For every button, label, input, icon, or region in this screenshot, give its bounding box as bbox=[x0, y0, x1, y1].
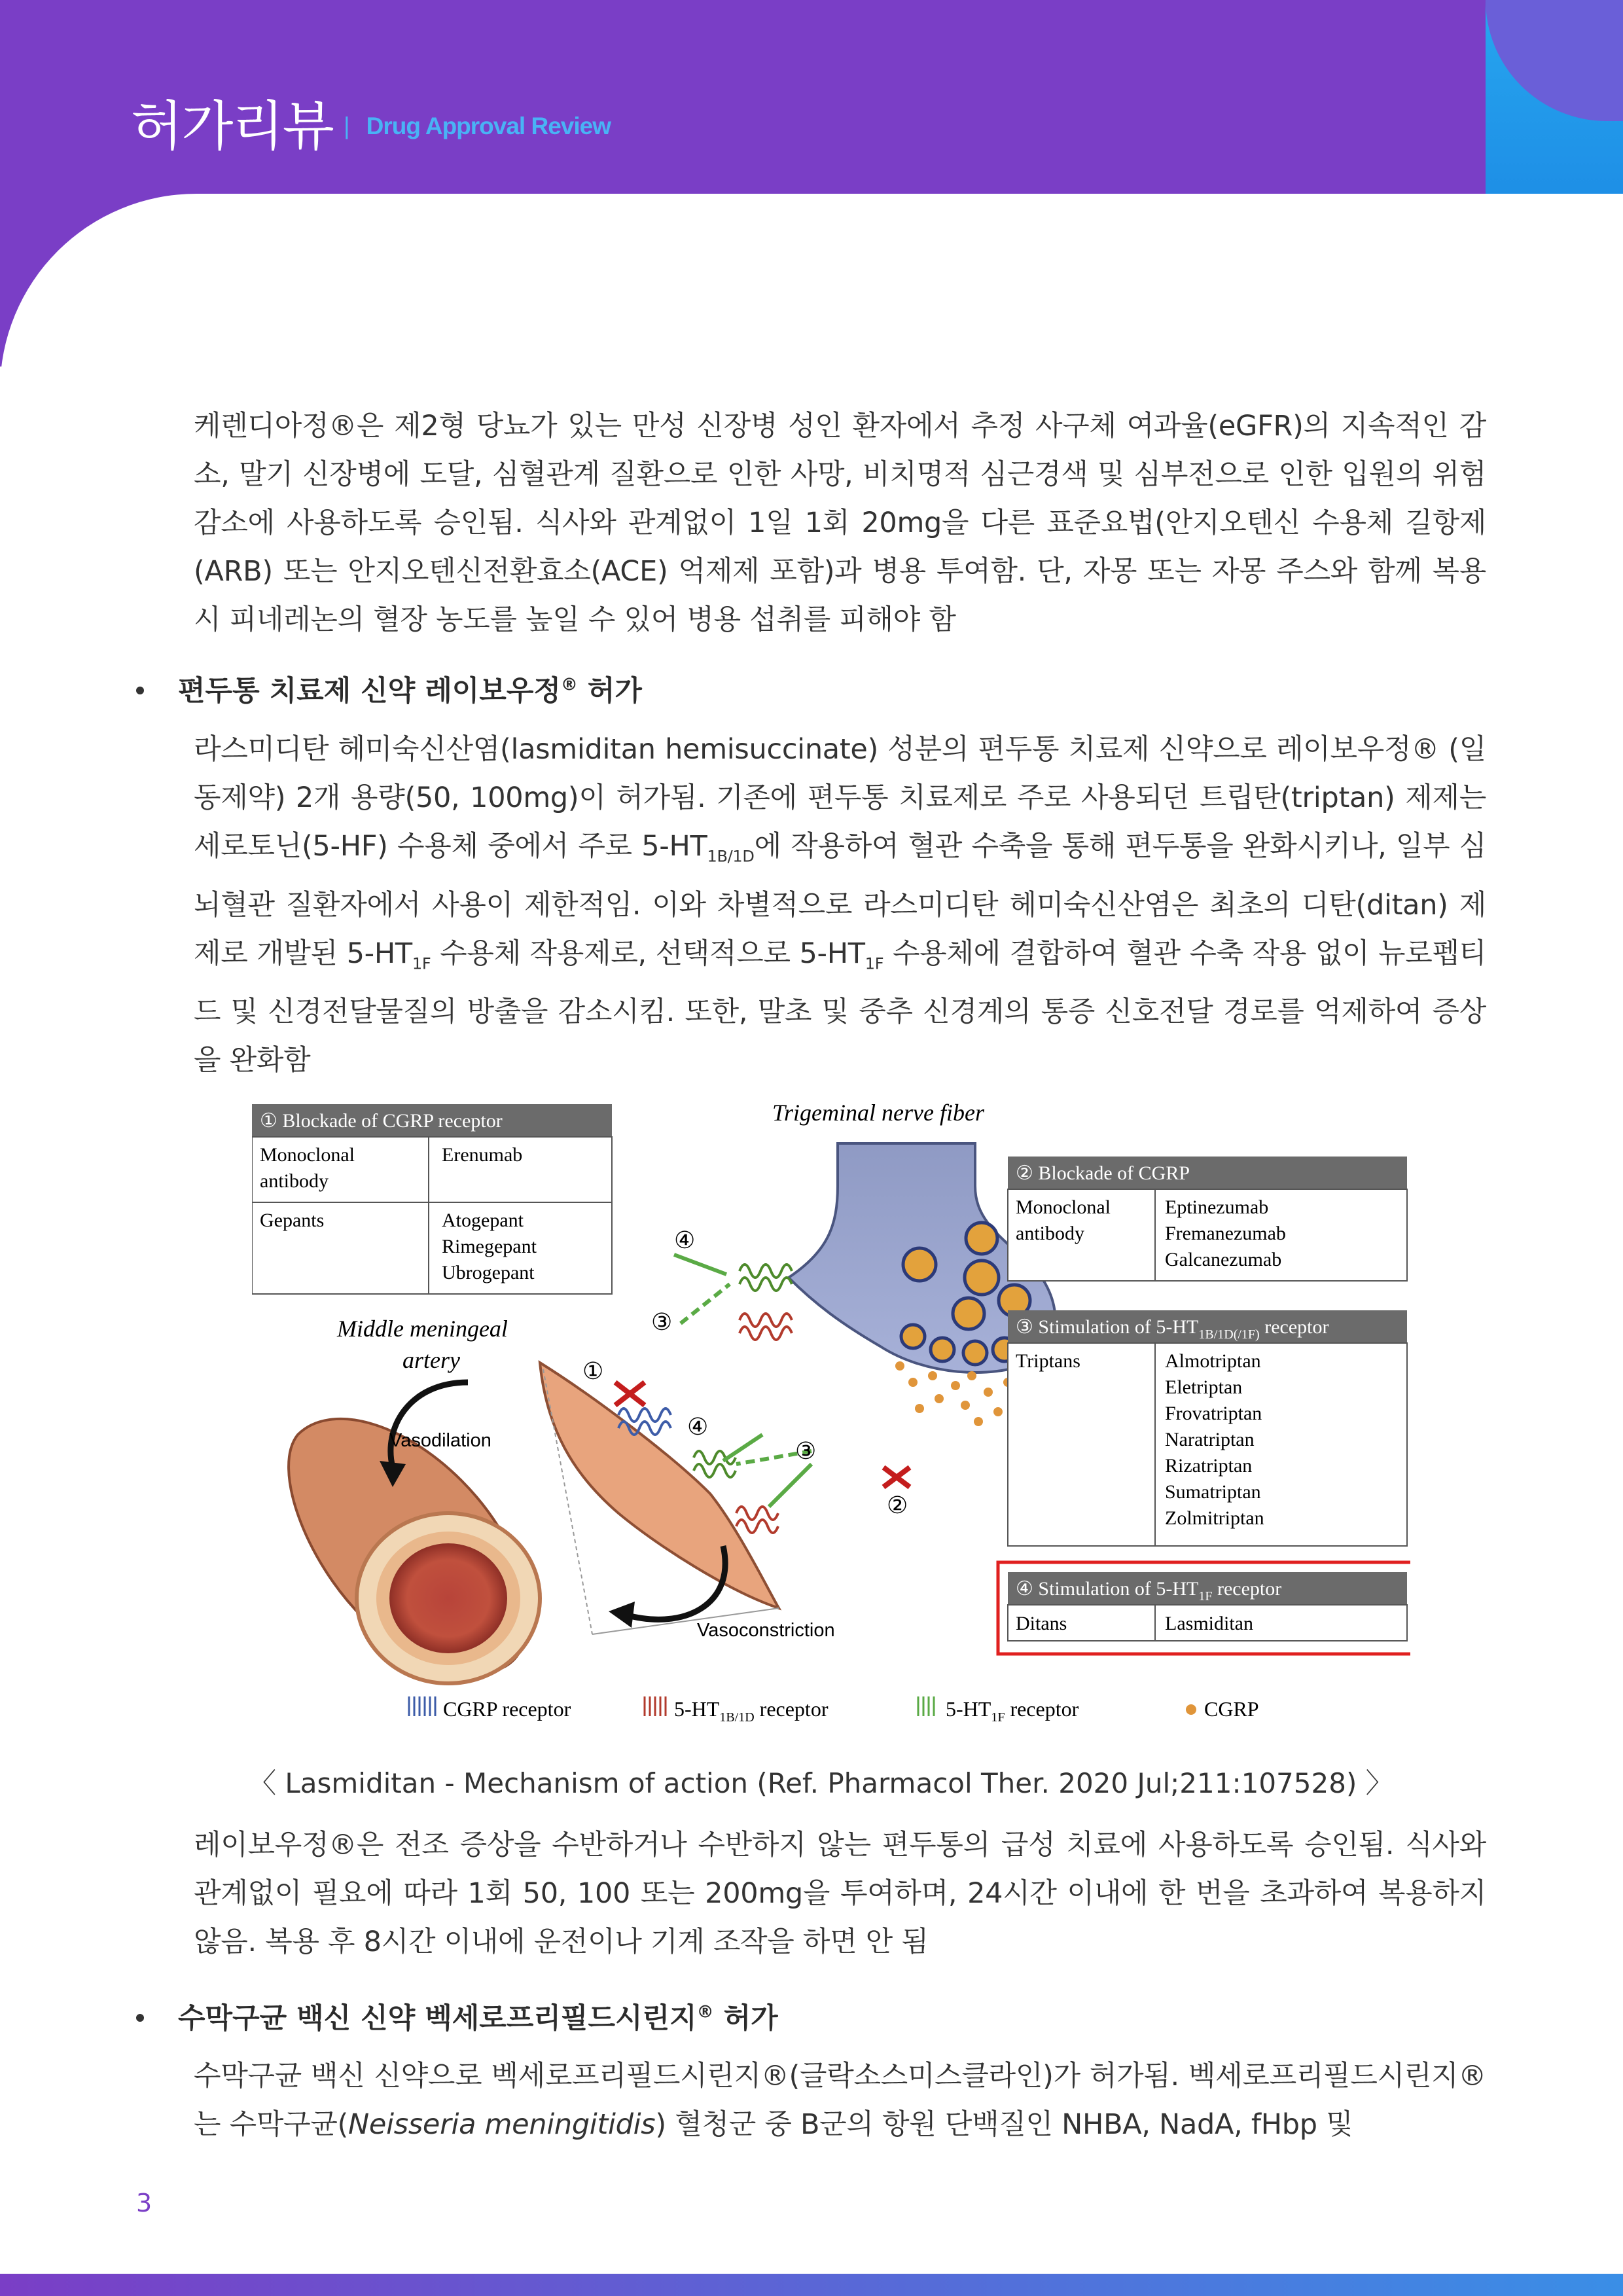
box4-title: ④ Stimulation of $5-HT_{1F}$ receptor bbox=[1016, 1578, 1282, 1604]
cell: Rimegepant bbox=[442, 1236, 537, 1257]
heading-text: 편두통 치료제 신약 레이보우정 bbox=[178, 675, 561, 708]
cell: Sumatriptan bbox=[1165, 1481, 1261, 1503]
legend-5ht1f-icon bbox=[918, 1696, 934, 1716]
cell: Ditans bbox=[1016, 1613, 1067, 1634]
para-text: 에 작용하여 혈관 수축을 통해 편두통을 완화시키나, 일부 심뇌혈관 질환자에서 사용이 제한적임. 이와 차별적으로 라스미디탄 헤미숙신산염은 최초의 디탄(ditan) 제제로 개발된 5-HT bbox=[194, 830, 1486, 970]
cell: Triptans bbox=[1016, 1350, 1080, 1372]
receptor-5ht1bd-muscle bbox=[736, 1507, 778, 1533]
page-subtitle bbox=[344, 113, 611, 140]
table-box1 bbox=[252, 1104, 612, 1294]
cell: Almotriptan bbox=[1165, 1350, 1261, 1372]
receptor-5ht1bd-nerve bbox=[740, 1314, 792, 1340]
registered-mark: ® bbox=[560, 675, 578, 695]
legend-cgrp: CGRP bbox=[1204, 1697, 1259, 1721]
para-text: 수막구균 백신 신약으로 벡세로프리필드시린지®(글락소스미스클라인)가 허가됨. 벡세로프리필드시린지®는 수막구균( bbox=[194, 2060, 1486, 2141]
heading-suffix: 허가 bbox=[713, 2002, 778, 2035]
label-trigeminal: Trigeminal nerve fiber bbox=[772, 1100, 984, 1126]
section1-paragraph-2: 레이보우정®은 전조 증상을 수반하거나 수반하지 않는 편두통의 급성 치료에 사용하도록 승인됨. 식사와 관계없이 필요에 따라 1회 50, 100 또는 200mg을 투여하며, 24시간 이내에 한 번을 초과하여 복용하지 않음. 복용 후 8시간 이내에 운전이나 기계 조작을 하면 안 됨 bbox=[194, 1829, 1486, 1958]
cell: antibody bbox=[1016, 1223, 1084, 1244]
figure-caption: 〈 Lasmiditan - Mechanism of action (Ref. Pharmacol Ther. 2020 Jul;211:107528) 〉 bbox=[249, 1767, 1393, 1799]
section1-paragraph bbox=[194, 725, 1486, 1085]
cell: Naratriptan bbox=[1165, 1429, 1255, 1450]
subscript: 1B/1D bbox=[707, 847, 755, 866]
subscript: 1F bbox=[865, 954, 884, 973]
marker-2: ② bbox=[887, 1492, 908, 1518]
legend-cgrp-dot bbox=[1186, 1704, 1196, 1715]
legend-cgrp-receptor: CGRP receptor bbox=[443, 1697, 571, 1721]
legend-5ht1bd: $5-HT_{1B/1D}$ receptor bbox=[674, 1697, 829, 1725]
footer-bar bbox=[0, 2274, 1623, 2296]
mechanism-figure bbox=[252, 1088, 1410, 1742]
cell: Eletriptan bbox=[1165, 1376, 1243, 1398]
page-number: 3 bbox=[136, 2189, 152, 2217]
label-vasodilation: Vasodilation bbox=[389, 1430, 491, 1451]
cell: Ubrogepant bbox=[442, 1262, 535, 1283]
subtitle-text: Drug Approval Review bbox=[366, 113, 611, 139]
marker-1: ① bbox=[582, 1358, 604, 1384]
box3-title: ③ Stimulation of $5-HT_{1B/1D(/1F)}$ receptor bbox=[1016, 1316, 1329, 1342]
cell: Galcanezumab bbox=[1165, 1249, 1282, 1270]
table-box2 bbox=[1008, 1157, 1407, 1281]
cell: Zolmitriptan bbox=[1165, 1507, 1264, 1529]
receptor-5ht1f-nerve bbox=[740, 1265, 792, 1291]
para-text: ) 혈청군 중 B군의 항원 단백질인 NHBA, NadA, fHbp 및 bbox=[655, 2108, 1353, 2141]
cell: Rizatriptan bbox=[1165, 1455, 1253, 1477]
cell: Fremanezumab bbox=[1165, 1223, 1286, 1244]
box1-title: ① Blockade of CGRP receptor bbox=[260, 1110, 503, 1132]
species-name: Neisseria meningitidis bbox=[348, 2108, 656, 2141]
legend-5ht1bd-icon bbox=[645, 1696, 666, 1716]
cell: Monoclonal bbox=[1016, 1196, 1111, 1218]
table-box4 bbox=[998, 1562, 1410, 1654]
section2-paragraph bbox=[194, 2052, 1486, 2149]
heading-text: 수막구균 백신 신약 벡세로프리필드시린지 bbox=[178, 2002, 697, 2035]
table-box3 bbox=[1008, 1310, 1407, 1546]
section-heading-migraine bbox=[136, 669, 642, 709]
label-artery-1: Middle meningeal bbox=[337, 1316, 508, 1342]
cell: Monoclonal bbox=[260, 1144, 355, 1166]
legend-5ht1f: $5-HT_{1F}$ receptor bbox=[946, 1697, 1079, 1725]
marker-4: ④ bbox=[674, 1227, 696, 1253]
cell: Atogepant bbox=[442, 1210, 524, 1231]
label-artery-2: artery bbox=[402, 1347, 460, 1373]
cell: Lasmiditan bbox=[1165, 1613, 1253, 1634]
para-text: 수용체에 결합하여 혈관 수축 작용 없이 뉴로펩티드 및 신경전달물질의 방출을 감소시킴. 또한, 말초 및 중추 신경계의 통증 신호전달 경로를 억제하여 증상을 완화함 bbox=[194, 937, 1486, 1077]
cell: Erenumab bbox=[442, 1144, 523, 1166]
title-divider: | bbox=[344, 113, 349, 139]
intro-paragraph: 케렌디아정®은 제2형 당뇨가 있는 만성 신장병 성인 환자에서 추정 사구체 여과율(eGFR)의 지속적인 감소, 말기 신장병에 도달, 심혈관계 질환으로 인한 사망, 비치명적 심근경색 및 심부전으로 인한 입원의 위험 감소에 사용하도록 승인됨. 식사와 관계없이 1일 1회 20mg을 다른 표준요법(안지오텐신 수용체 길항제(ARB) 또는 안지오텐신전환효소(ACE) 억제제 포함)과 병용 투여함. 단, 자몽 또는 자몽 주스와 함께 복용 시 피네레논의 혈장 농도를 높일 수 있어 병용 섭취를 피해야 함 bbox=[194, 410, 1486, 636]
cell: Frovatriptan bbox=[1165, 1403, 1262, 1424]
cell: antibody bbox=[260, 1170, 329, 1192]
box2-title: ② Blockade of CGRP bbox=[1016, 1162, 1190, 1184]
bullet-dot bbox=[136, 687, 144, 694]
figure-legend bbox=[409, 1696, 1259, 1725]
section-heading-vaccine bbox=[136, 1996, 778, 2036]
muscle-cell bbox=[540, 1363, 779, 1608]
para-text: 라스미디탄 헤미숙신산염(lasmiditan hemisuccinate) 성분의 편두통 치료제 신약으로 레이보우정® (일동제약) 2개 용량(50, 100mg)이 허가됨. 기존에 편두통 치료제로 주로 사용되던 트립탄(triptan) 제제는 세로토닌(5-HF) 수용체 중에서 주로 5-HT bbox=[194, 733, 1486, 863]
marker-4: ④ bbox=[687, 1414, 709, 1440]
subscript: 1F bbox=[412, 954, 431, 973]
heading-suffix: 허가 bbox=[577, 675, 642, 708]
blood-vessel bbox=[289, 1419, 540, 1683]
marker-3: ③ bbox=[651, 1309, 673, 1335]
registered-mark: ® bbox=[696, 2002, 714, 2022]
page-title: 허가리뷰 bbox=[131, 96, 333, 158]
marker-3: ③ bbox=[795, 1438, 817, 1464]
arrowhead bbox=[609, 1602, 635, 1628]
para-text: 수용체 작용제로, 선택적으로 5-HT bbox=[431, 937, 865, 970]
legend-cgrp-receptor-icon bbox=[409, 1696, 435, 1716]
bullet-dot bbox=[136, 2014, 144, 2022]
cell: Eptinezumab bbox=[1165, 1196, 1269, 1218]
cell: Gepants bbox=[260, 1210, 325, 1231]
label-vasoconstriction: Vasoconstriction bbox=[697, 1620, 835, 1641]
